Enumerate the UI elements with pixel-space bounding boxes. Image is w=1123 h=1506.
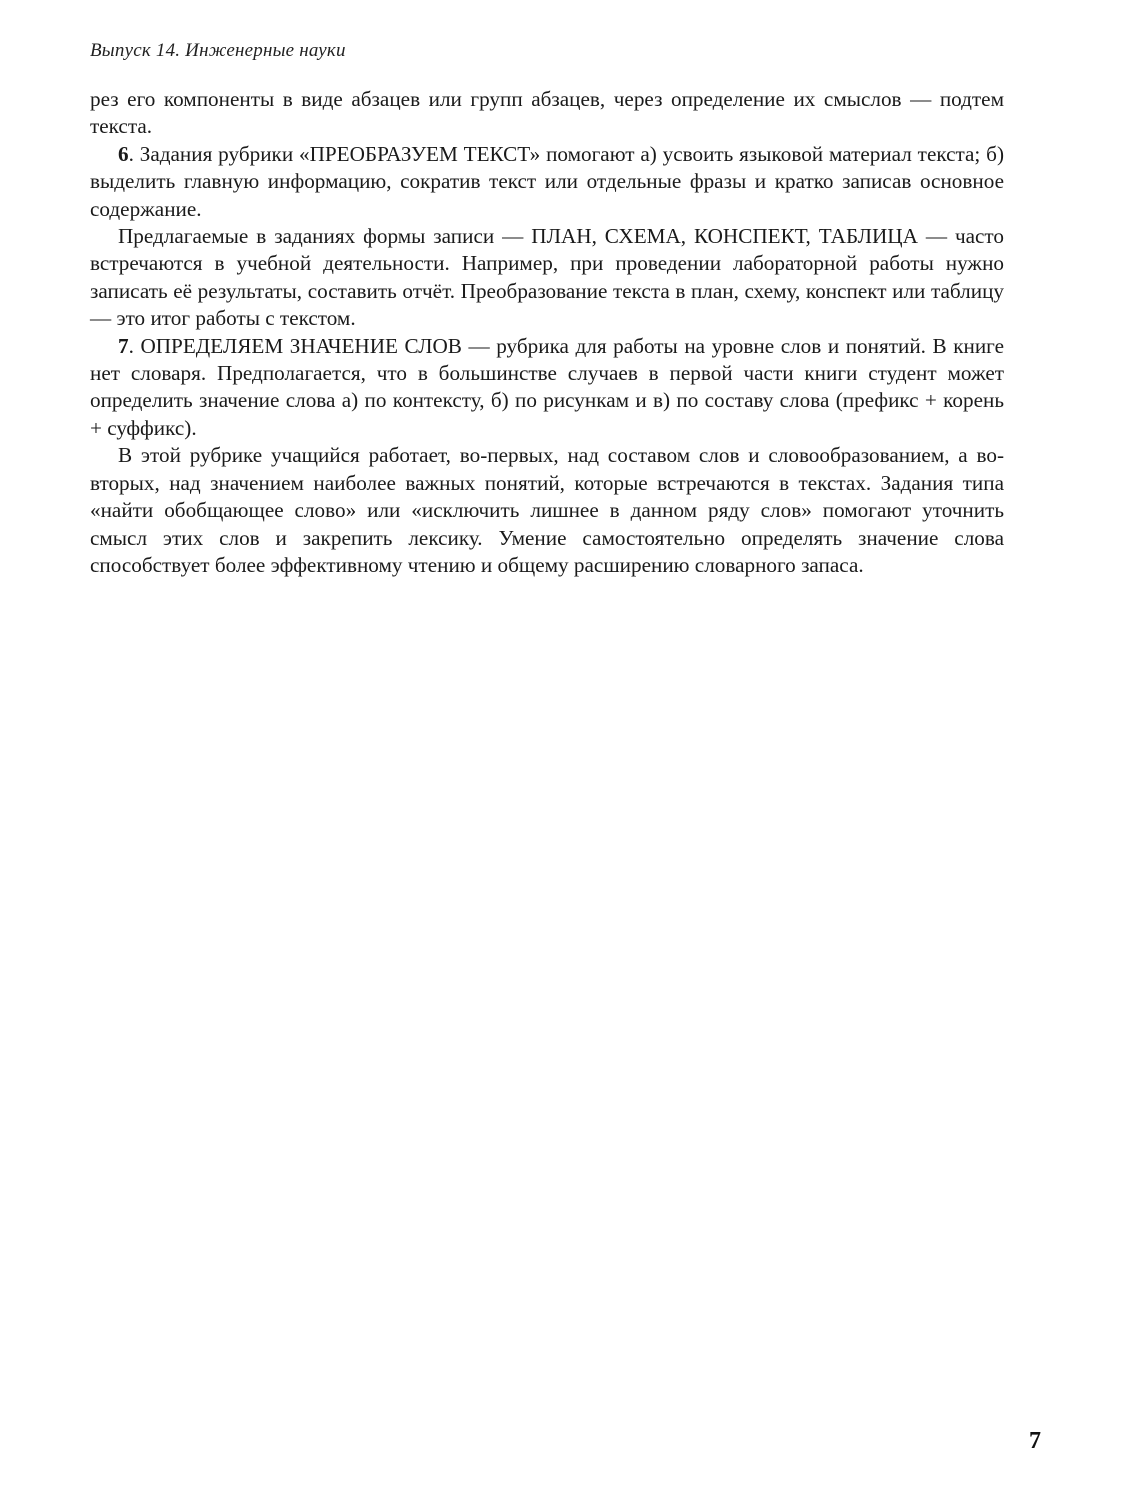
paragraph-item-7 xyxy=(90,333,1004,443)
paragraph-text: . ОПРЕДЕЛЯЕМ ЗНАЧЕНИЕ СЛОВ — рубрика для работы на уровне слов и понятий. В книге нет словаря. Предполагается, что в большинстве случаев в первой части книги студент может определить значение слова а) по контексту, б) по рисункам и в) по составу слова (префикс + корень + суффикс). xyxy=(90,333,1004,440)
paragraph-continued xyxy=(90,86,1004,141)
paragraph-text: Предлагаемые в заданиях формы записи — ПЛАН, СХЕМА, КОНСПЕКТ, ТАБЛИЦА — часто встречаются в учебной деятельности. Например, при проведении лабораторной работы нужно записать её результаты, составить отчёт. Преобразование текста в план, схему, конспект или таблицу — это итог работы с текстом. xyxy=(90,224,1004,331)
paragraph xyxy=(90,223,1004,333)
running-head-title: Выпуск 14. Инженерные науки xyxy=(90,40,346,61)
paragraph-text: В этой рубрике учащийся работает, во-первых, над составом слов и словообразованием, а во-вторых, над значением наиболее важных понятий, которые встречаются в текстах. Задания типа «найти обобщающее слово» или «исключить лишнее в данном ряду слов» помогают уточнить смысл этих слов и закрепить лексику. Умение самостоятельно определять значение слова способствует более эффективному чтению и общему расширению словарного запаса. xyxy=(90,443,1004,577)
paragraph-text: рез его компоненты в виде абзацев или групп абзацев, через определение их смыслов — подтем текста. xyxy=(90,87,1004,139)
item-number: 6 xyxy=(118,141,129,166)
page-number: 7 xyxy=(1029,1428,1041,1454)
paragraph-item-6 xyxy=(90,141,1004,223)
body-text xyxy=(90,86,1004,579)
paragraph xyxy=(90,442,1004,579)
paragraph-text: . Задания рубрики «ПРЕОБРАЗУЕМ ТЕКСТ» помогают а) усвоить языковой материал текста; б) выделить главную информацию, сократив текст или отдельные фразы и кратко записав основное содержание. xyxy=(90,141,1004,221)
item-number: 7 xyxy=(118,333,129,358)
